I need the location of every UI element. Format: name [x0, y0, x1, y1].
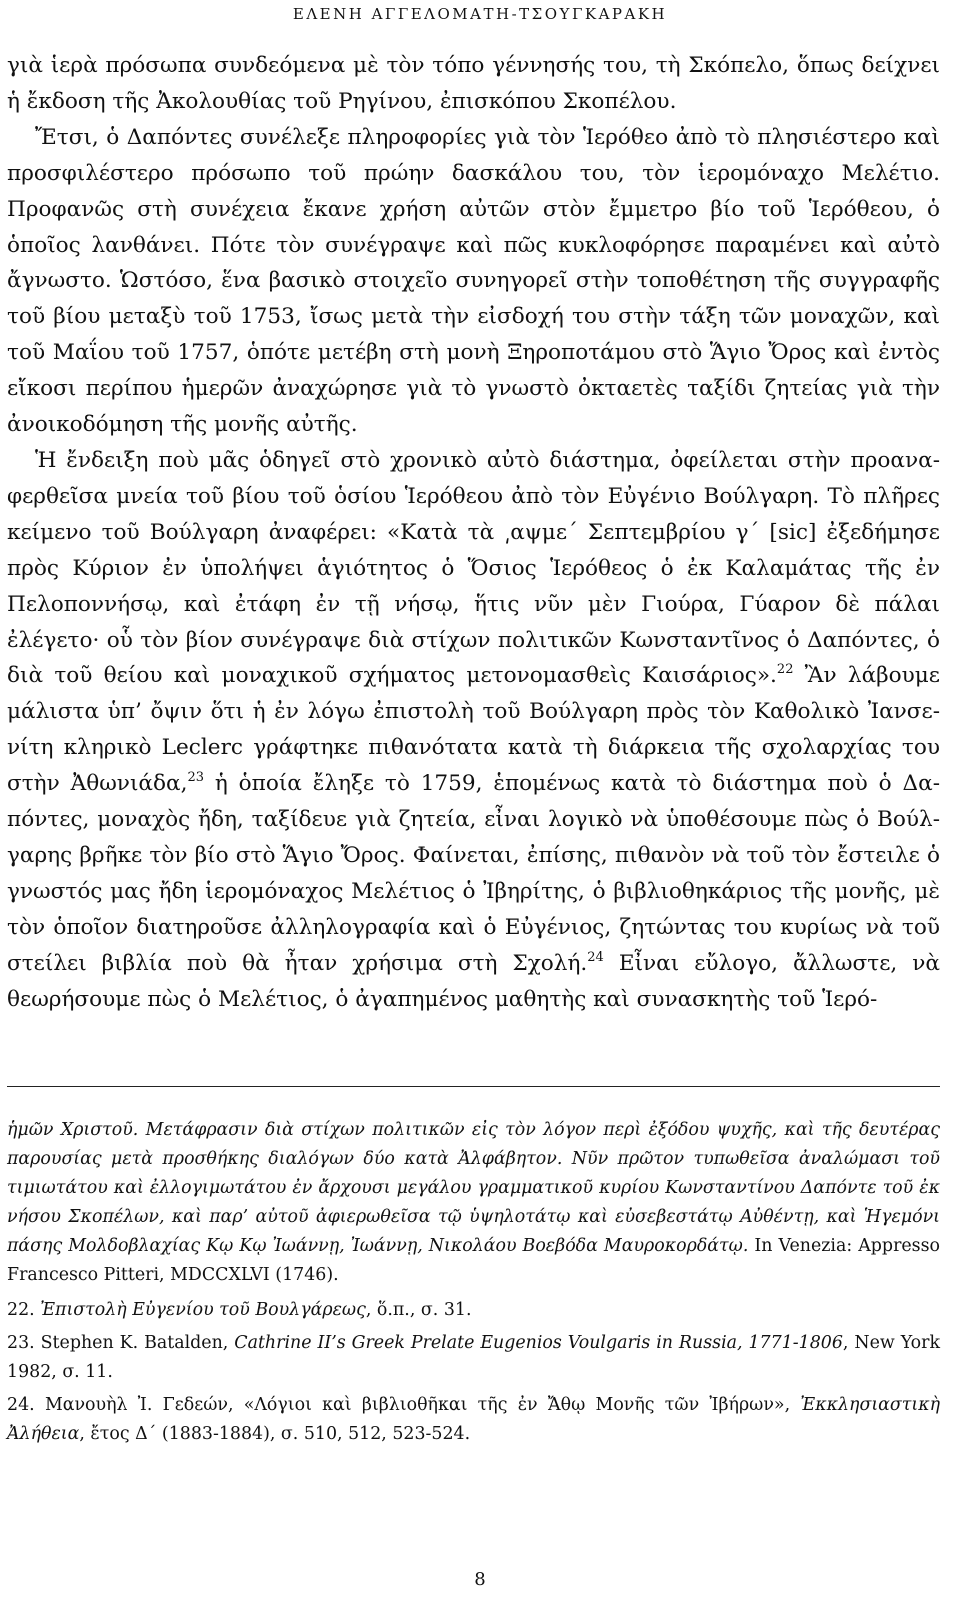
running-head: ΕΛΕΝΗ ΑΓΓΕΛΟΜΑΤΗ-ΤΣΟΥΓΚΑΡΑΚΗ: [292, 5, 668, 23]
footnote-ref-22[interactable]: 22: [776, 662, 794, 678]
footnote-23: [7, 1329, 940, 1387]
paragraph-3-part-a: Ἡ ἔνδειξη ποὺ μᾶς ὁδηγεῖ στὸ χρονικὸ αὐτὸ διάστημα, ὀφείλεται στὴν προαναφερθεῖσα μνεία τοῦ βίου τοῦ ὁσίου Ἱερόθεου ἀπὸ τὸν Εὐγένιο Βούλγαρη. Τὸ πλῆρες κείμενο τοῦ Βούλγαρη ἀναφέρει: «Κατὰ τὰ ͵αψμε΄ Σεπτεμβρίου γ΄ [sic] ἐξεδήμησε πρὸς Κύριον ἐν ὑπολήψει ἁγιότητος ὁ Ὅσιος Ἱερόθεος ὁ ἐκ Καλαμάτας τῆς ἐν Πελοποννήσῳ, καὶ ἐτάφη ἐν τῇ νήσῳ, ἥτις νῦν μὲν Γιούρα, Γύαρον δὲ πάλαι ἐλέγετο· οὗ τὸν βίον συνέγραψε διὰ στίχων πολιτικῶν Κωνσταντῖνος ὁ Δαπόντες, ὁ διὰ τοῦ θείου καὶ μοναχικοῦ σχήματος μετονομασθεὶς Καισάριος».: [7, 447, 940, 689]
footnote-continuation-roman: In Venezia: Appresso Francesco Pitteri, MDCCXLVI (1746).: [7, 1236, 940, 1285]
footnote-23-rest: , New York 1982, σ. 11.: [7, 1333, 941, 1382]
footnote-23-title: Cathrine II’s Greek Prelate Eugenios Voulgaris in Russia, 1771-1806: [234, 1333, 843, 1353]
footnotes: [7, 1116, 940, 1453]
footnote-ref-24[interactable]: 24: [587, 949, 604, 965]
footnote-continuation: [7, 1116, 940, 1290]
footnote-ref-23[interactable]: 23: [187, 770, 204, 786]
footnote-23-author: Stephen K. Batalden,: [40, 1333, 235, 1353]
footnote-24-rest: , ἔτος Δ΄ (1883-1884), σ. 510, 512, 523-524.: [79, 1424, 471, 1444]
paragraph-1: γιὰ ἱερὰ πρόσωπα συνδεόμενα μὲ τὸν τόπο γέννησής του, τὴ Σκόπελο, ὅπως δείχνει ἡ ἔκδοση τῆς Ἀκολουθίας τοῦ Ρηγίνου, ἐπισκόπου Σκοπέλου.: [7, 53, 940, 114]
paragraph-3: [7, 443, 940, 1018]
footnote-22: [7, 1296, 940, 1325]
footnote-24-text: Μανουὴλ Ἰ. Γεδεών, «Λόγιοι καὶ βιβλιοθῆκαι τῆς ἐν Ἄθῳ Μονῆς τῶν Ἰβήρων»,: [44, 1395, 801, 1415]
paragraph-2: Ἔτσι, ὁ Δαπόντες συνέλεξε πληροφορίες γιὰ τὸν Ἱερόθεο ἀπὸ τὸ πλησιέστερο καὶ προσφιλέστερο πρόσωπο τοῦ πρώην δασκάλου του, τὸν ἱερομόναχο Μελέτιο. Προφανῶς στὴ συνέχεια ἔκανε χρήση αὐτῶν στὸν ἔμμετρο βίο τοῦ Ἱερόθεου, ὁ ὁποῖος λανθάνει. Πότε τὸν συνέγραψε καὶ πῶς κυκλοφόρησε παραμένει καὶ αὐτὸ ἄγνωστο. Ὡστόσο, ἕνα βασικὸ στοιχεῖο συνηγορεῖ στὴν τοποθέτηση τῆς συγγραφῆς τοῦ βίου μεταξὺ τοῦ 1753, ἴσως μετὰ τὴν εἰσδοχή του στὴν τάξη τῶν μοναχῶν, καὶ τοῦ Μαΐου τοῦ 1757, ὁπότε μετέβη στὴ μονὴ Ξηροποτάμου στὸ Ἅγιο Ὄρος καὶ ἐντὸς εἴκοσι περίπου ἡμερῶν ἀναχώρησε γιὰ τὸ γνωστὸ ὀκταετὲς ταξίδι ζητείας γιὰ τὴν ἀνοικοδόμηση τῆς μονῆς αὐτῆς.: [7, 124, 940, 438]
footnote-24-number: 24.: [7, 1395, 35, 1415]
footnote-divider: [7, 1086, 940, 1087]
footnote-23-number: 23.: [7, 1333, 35, 1353]
footnote-continuation-italic: ἡμῶν Χριστοῦ. Μετάφρασιν διὰ στίχων πολιτικῶν εἰς τὸν λόγον περὶ ἐξόδου ψυχῆς, καὶ τῆς δευτέρας παρουσίας μετὰ προσθήκης διαλόγων δύο κατὰ Ἀλφάβητον. Νῦν πρῶτον τυπωθεῖσα ἀναλώμασι τοῦ τιμιωτάτου καὶ ἐλλογιμωτάτου ἐν ἄρχουσι μεγάλου γραμματικοῦ κυρίου Κωνσταντίνου Δαπόντε τοῦ ἐκ νήσου Σκοπέλων, καὶ παρ’ αὐτοῦ ἀφιερωθεῖσα τῷ ὑψηλοτάτῳ καὶ εὐσεβεστάτῳ Αὐθέντῃ, καὶ Ἡγεμόνι πάσης Μολδοβλαχίας Κῳ Κῳ Ἰωάννῃ, Ἰωάννῃ, Νικολάου Βοεβόδα Μαυροκορδάτῳ.: [7, 1120, 940, 1256]
paragraph-3-part-d: Εἶναι εὔλογο, ἄλλωστε, νὰ θεωρήσουμε πὼς ὁ Μελέτιος, ὁ ἀγαπημένος μαθητὴς καὶ συνασκητὴς τοῦ Ἱερό-: [7, 950, 940, 1012]
footnote-22-rest: , ὅ.π., σ. 31.: [365, 1300, 472, 1320]
footnote-22-title: Ἐπιστολὴ Εὐγενίου τοῦ Βουλγάρεως: [40, 1300, 366, 1320]
paragraph-3-part-c: ἡ ὁποία ἔληξε τὸ 1759, ἑπομένως κατὰ τὸ διάστημα ποὺ ὁ Δαπόντες, μοναχὸς ἤδη, ταξίδευε γιὰ ζητεία, εἶναι λογικὸ νὰ ὑποθέσουμε πὼς ὁ Βούλγαρης βρῆκε τὸν βίο στὸ Ἅγιο Ὄρος. Φαίνεται, ἐπίσης, πιθανὸν νὰ τοῦ τὸν ἔστειλε ὁ γνωστός μας ἤδη ἱερομόναχος Μελέτιος ὁ Ἰβηρίτης, ὁ βιβλιοθηκάριος τῆς μονῆς, μὲ τὸν ὁποῖον διατηροῦσε ἀλληλογραφία καὶ ὁ Εὐγένιος, ζητώντας του κυρίως νὰ τοῦ στείλει βιβλία ποὺ θὰ ἦταν χρήσιμα στὴ Σχολή.: [7, 771, 940, 976]
footnote-24-journal: Ἐκκλησιαστικὴ Ἀλήθεια: [7, 1395, 941, 1444]
page-number: 8: [474, 1569, 486, 1590]
footnote-22-number: 22.: [7, 1300, 35, 1320]
main-text: [7, 48, 940, 1017]
paragraph-3-part-b: Ἂν λάβουμε μάλιστα ὑπ’ ὄψιν ὅτι ἡ ἐν λόγω ἐπιστολὴ τοῦ Βούλγαρη πρὸς τὸν Καθολικὸ Ἰανσενίτη κληρικὸ Leclerc γράφτηκε πιθανότατα κατὰ τὴ διάρκεια τῆς σχολαρχίας του στὴν Ἀθωνιάδα,: [7, 663, 940, 797]
footnote-24: [7, 1391, 940, 1449]
